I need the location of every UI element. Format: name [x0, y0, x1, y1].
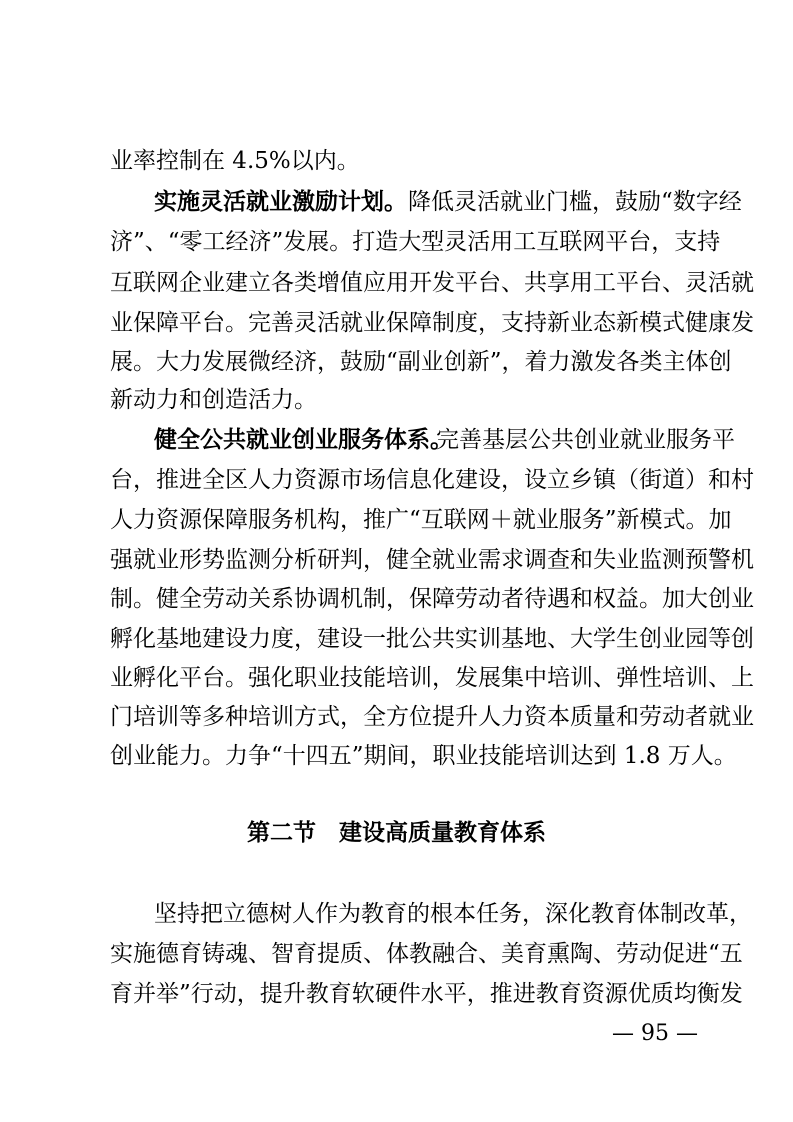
- paragraph-2-line-6: 新动力和创造活力。: [110, 387, 317, 413]
- paragraph-3-line-5: 制。健全劳动关系协调机制，保障劳动者待遇和权益。加大创业: [110, 586, 754, 612]
- paragraph-4-line-2: 实施德育铸魂、智育提质、体教融合、美育熏陶、劳动促进“五: [110, 941, 743, 967]
- paragraph-3-line-3: 人力资源保障服务机构，推广“互联网＋就业服务”新模式。加: [110, 507, 732, 533]
- paragraph-3-line-7: 业孵化平台。强化职业技能培训，发展集中培训、弹性培训、上: [110, 665, 754, 691]
- paragraph-2-line-4: 业保障平台。完善灵活就业保障制度，支持新业态新模式健康发: [110, 310, 754, 336]
- paragraph-3-line-1-rest: 完善基层公共创业就业服务平: [436, 427, 735, 453]
- paragraph-3-line-2: 台，推进全区人力资源市场信息化建设，设立乡镇（街道）和村: [110, 467, 754, 493]
- page-number: — 95 —: [612, 1021, 698, 1046]
- paragraph-2-line-3: 互联网企业建立各类增值应用开发平台、共享用工平台、灵活就: [110, 270, 754, 296]
- section-title: 第二节 建设高质量教育体系: [247, 820, 546, 846]
- paragraph-4-line-1: 坚持把立德树人作为教育的根本任务，深化教育体制改革，: [154, 901, 752, 927]
- paragraph-3-heading: 健全公共就业创业服务体系。: [154, 427, 453, 453]
- paragraph-2-line-5: 展。大力发展微经济，鼓励“副业创新”，着力激发各类主体创: [110, 349, 732, 375]
- paragraph-3-line-9: 创业能力。力争“十四五”期间，职业技能培训达到 1.8 万人。: [110, 743, 737, 769]
- paragraph-3-line-6: 孵化基地建设力度，建设一批公共实训基地、大学生创业园等创: [110, 626, 754, 652]
- paragraph-2-line-1-rest: 降低灵活就业门槛，鼓励“数字经: [408, 189, 742, 215]
- paragraph-1-line-1: 业率控制在 4.5%以内。: [110, 148, 360, 174]
- paragraph-3-line-8: 门培训等多种培训方式，全方位提升人力资本质量和劳动者就业: [110, 704, 754, 730]
- paragraph-4-line-3: 育并举”行动，提升教育软硬件水平，推进教育资源优质均衡发: [110, 981, 743, 1007]
- paragraph-3-line-4: 强就业形势监测分析研判，健全就业需求调查和失业监测预警机: [110, 547, 754, 573]
- paragraph-2-heading: 实施灵活就业激励计划。: [154, 189, 407, 215]
- paragraph-2-line-2: 济”、“零工经济”发展。打造大型灵活用工互联网平台，支持: [110, 229, 721, 255]
